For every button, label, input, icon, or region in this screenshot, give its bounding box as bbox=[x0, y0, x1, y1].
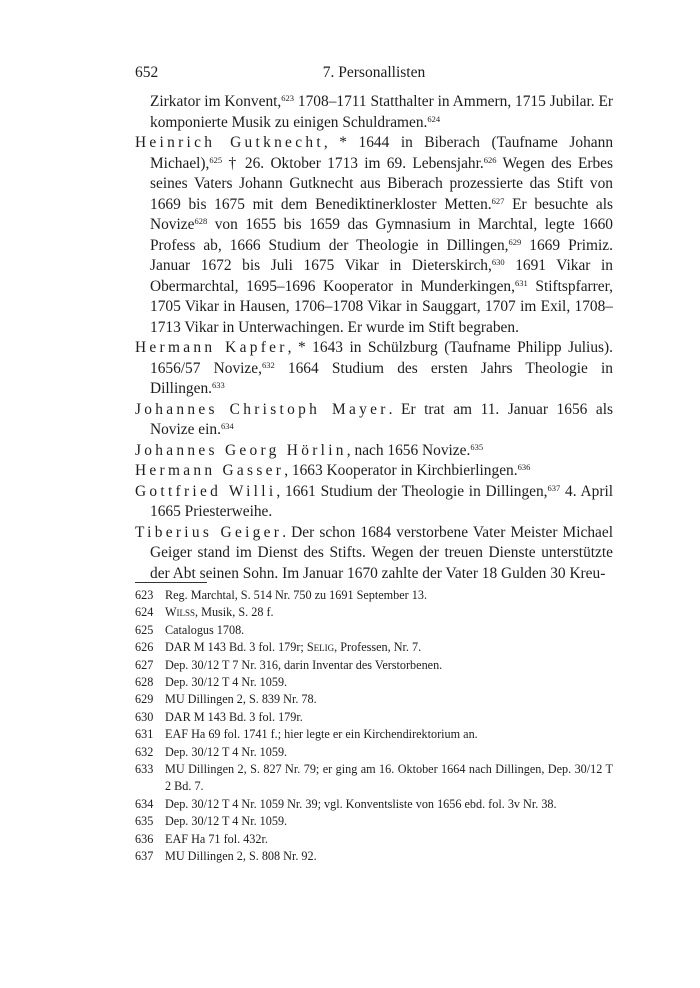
footnote-number: 632 bbox=[135, 744, 154, 759]
footnote bbox=[135, 813, 613, 830]
footnote bbox=[135, 674, 613, 691]
entry-text: 1708–1711 Statthalter in Ammern, 1715 Jubilar. Er komponierte Musik zu einigen Schuldramen. bbox=[150, 93, 613, 131]
footnote bbox=[135, 726, 613, 743]
footnote-ref[interactable]: 628 bbox=[194, 216, 208, 226]
footnote-number: 625 bbox=[135, 622, 154, 637]
footnote bbox=[135, 604, 613, 621]
entry-johannes-christoph-mayer bbox=[135, 400, 613, 441]
footnote-number: 635 bbox=[135, 814, 154, 829]
footnote-ref[interactable]: 625 bbox=[209, 154, 223, 165]
footnote-text: Dep. 30/12 T 4 Nr. 1059. bbox=[165, 744, 288, 759]
entry-text: , 1661 Studium der Theologie in Dillingen, bbox=[276, 482, 548, 500]
footnote-number: 630 bbox=[135, 709, 154, 724]
footnote-number: 631 bbox=[135, 727, 154, 742]
entry-text: , nach 1656 Novize. bbox=[346, 441, 471, 459]
footnote bbox=[135, 744, 613, 761]
footnote-text: MU Dillingen 2, S. 827 Nr. 79; er ging am 16. Oktober 1664 nach Dillingen, Dep. 30/12 T 2 Bd. 7. bbox=[165, 762, 613, 794]
footnote-text: Catalogus 1708. bbox=[165, 622, 245, 637]
entry-text: von 1655 bis 1659 das Gymnasium in Marchtal, legte 1660 Profess ab, 1666 Studium der Theologie in Dillingen, bbox=[150, 216, 613, 254]
footnote bbox=[135, 639, 613, 656]
footnote bbox=[135, 587, 613, 604]
footnote-text-part: DAR M 143 Bd. 3 fol. 179r; bbox=[165, 640, 307, 655]
footnote-text: MU Dillingen 2, S. 839 Nr. 78. bbox=[165, 692, 317, 707]
person-name: Johannes Christoph Mayer bbox=[135, 400, 389, 418]
running-title: 7. Personallisten bbox=[322, 64, 426, 81]
footnote-text: EAF Ha 69 fol. 1741 f.; hier legte er ein Kirchendirektorium an. bbox=[165, 727, 478, 742]
footnote-ref[interactable]: 624 bbox=[427, 113, 441, 124]
entry-johannes-georg-hoerlin bbox=[135, 441, 613, 462]
footnote bbox=[135, 848, 613, 865]
footnote-number: 627 bbox=[135, 657, 154, 672]
footnote-ref[interactable]: 636 bbox=[517, 462, 531, 472]
entry-tiberius-geiger bbox=[135, 523, 613, 585]
entry-text: 1664 Studium des ersten Jahrs Theologie in Dillingen. bbox=[150, 359, 613, 397]
footnote-number: 623 bbox=[135, 588, 154, 602]
page-number: 652 bbox=[135, 64, 159, 81]
footnote-number: 633 bbox=[135, 762, 154, 777]
footnote-number: 634 bbox=[135, 796, 154, 811]
footnote bbox=[135, 761, 613, 796]
entry-hermann-kapfer bbox=[135, 338, 613, 400]
person-name: Hermann Gasser bbox=[135, 462, 285, 479]
footnote-text: Reg. Marchtal, S. 514 Nr. 750 zu 1691 September 13. bbox=[165, 588, 427, 602]
footnote bbox=[135, 796, 613, 813]
footnote bbox=[135, 691, 613, 708]
entry-text: Er besuchte als Novize bbox=[150, 195, 613, 233]
person-name: Johannes Georg Hörlin bbox=[135, 441, 347, 459]
author-smallcaps: Wilss bbox=[165, 605, 196, 620]
footnotes bbox=[135, 587, 613, 866]
footnote-ref[interactable]: 623 bbox=[281, 93, 295, 103]
footnote-ref[interactable]: 626 bbox=[483, 154, 497, 165]
entry-continuation bbox=[135, 92, 613, 133]
footnote bbox=[135, 622, 613, 639]
footnote-number: 629 bbox=[135, 692, 154, 707]
footnote-ref[interactable]: 634 bbox=[220, 421, 234, 431]
entry-text: , * 1644 in Biberach (Taufname Johann Michael), bbox=[150, 134, 614, 172]
person-name: Tiberius Geiger bbox=[135, 523, 283, 541]
footnote-text: DAR M 143 Bd. 3 fol. 179r. bbox=[165, 709, 303, 724]
author-smallcaps: Selig bbox=[306, 640, 335, 655]
main-text bbox=[135, 92, 613, 584]
footnote-text bbox=[165, 604, 613, 621]
footnote-ref[interactable]: 629 bbox=[508, 236, 522, 247]
footnote bbox=[135, 709, 613, 726]
entry-gottfried-willi bbox=[135, 482, 613, 523]
footnote-text-part: , Musik, S. 28 f. bbox=[195, 605, 274, 620]
footnote-divider bbox=[135, 582, 207, 583]
footnote-ref[interactable]: 627 bbox=[491, 195, 505, 206]
footnote-ref[interactable]: 631 bbox=[514, 277, 528, 288]
footnote-text: Dep. 30/12 T 4 Nr. 1059. bbox=[165, 814, 288, 829]
footnote-text bbox=[165, 639, 613, 656]
footnote-text: Dep. 30/12 T 4 Nr. 1059 Nr. 39; vgl. Konventsliste von 1656 ebd. fol. 3v Nr. 38. bbox=[165, 796, 557, 811]
footnote-text: MU Dillingen 2, S. 808 Nr. 92. bbox=[165, 849, 317, 864]
footnote bbox=[135, 657, 613, 674]
entry-text: † 26. Oktober 1713 im 69. Lebensjahr. bbox=[222, 154, 484, 172]
footnote-text: EAF Ha 71 fol. 432r. bbox=[165, 831, 268, 846]
entry-text: Wegen des Erbes seines Vaters Johann Gutknecht aus Biberach prozessierte das Stift von 1669 bis 1675 mit dem Benediktinerkloster Metten. bbox=[150, 154, 613, 213]
footnote-ref[interactable]: 632 bbox=[261, 359, 275, 370]
footnote-number: 628 bbox=[135, 675, 154, 690]
entry-hermann-gasser bbox=[135, 461, 613, 482]
footnote bbox=[135, 831, 613, 848]
footnote-number: 624 bbox=[135, 605, 154, 620]
footnote-text: Dep. 30/12 T 7 Nr. 316, darin Inventar des Verstorbenen. bbox=[165, 657, 443, 672]
footnote-ref[interactable]: 635 bbox=[470, 441, 484, 452]
entry-text: , 1663 Kooperator in Kirchbierlingen. bbox=[284, 462, 518, 479]
entry-text: 4. April 1665 Priesterweihe. bbox=[150, 482, 613, 520]
person-name: Gottfried Willi bbox=[135, 482, 277, 500]
entry-text: . Der schon 1684 verstorbene Vater Meister Michael Geiger stand im Dienst des Stifts. Wegen der treuen Dienste unterstützte der Abt seinen Sohn. Im Januar 1670 zahlte der Vater 18 Gulden 30 Kreu- bbox=[150, 523, 613, 582]
footnote-ref[interactable]: 630 bbox=[491, 257, 505, 267]
person-name: Heinrich Gutknecht bbox=[135, 134, 324, 151]
entry-heinrich-gutknecht bbox=[135, 133, 613, 338]
entry-text: Zirkator im Konvent, bbox=[150, 93, 282, 110]
entry-text: Stiftspfarrer, 1705 Vikar in Hausen, 1706–1708 Vikar in Sauggart, 1707 im Exil, 1708–1713 Vikar in Unterwachingen. Er wurde im Stift begraben. bbox=[150, 277, 613, 336]
footnote-number: 637 bbox=[135, 849, 154, 864]
footnote-ref[interactable]: 637 bbox=[547, 482, 561, 493]
footnote-text: Dep. 30/12 T 4 Nr. 1059. bbox=[165, 675, 288, 690]
entry-text: , * 1643 in Schülzburg (Taufname Philipp Julius). 1656/57 Novize, bbox=[150, 339, 613, 377]
footnote-number: 626 bbox=[135, 640, 154, 655]
entry-text: 1669 Primiz. Januar 1672 bis Juli 1675 Vikar in Dieterskirch, bbox=[150, 236, 613, 274]
running-header bbox=[135, 64, 613, 84]
person-name: Hermann Kapfer bbox=[135, 339, 288, 356]
footnote-number: 636 bbox=[135, 831, 154, 846]
entry-text: . Er trat am 11. Januar 1656 als Novize ein. bbox=[150, 400, 613, 438]
footnote-text-part: , Professen, Nr. 7. bbox=[334, 640, 422, 655]
footnote-ref[interactable]: 633 bbox=[211, 380, 225, 390]
entry-text: 1691 Vikar in Obermarchtal, 1695–1696 Kooperator in Munderkingen, bbox=[150, 257, 613, 295]
